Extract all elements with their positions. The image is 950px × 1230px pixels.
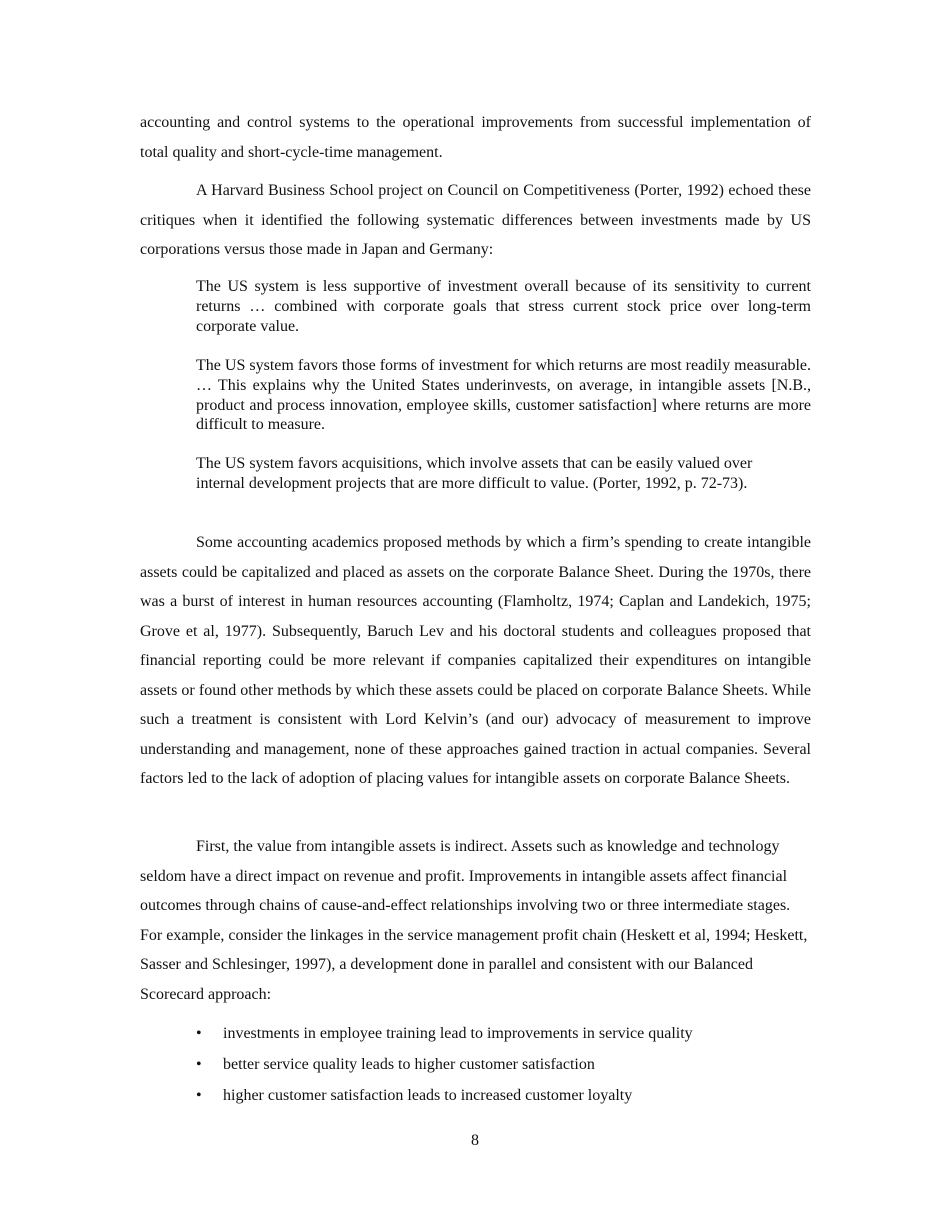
page-number: 8 — [471, 1132, 479, 1149]
bullet-icon: • — [196, 1087, 202, 1104]
block-quote-3-line-1: The US system favors acquisitions, which involve assets that can be easily valued over — [196, 455, 753, 472]
block-quote-2: The US system favors those forms of investment for which returns are most readily measurable. … This explains why the United States underinvests, on average, in intangible assets [N.B., product and process innovation, employee skills, customer satisfaction] where returns are more difficult to measure. — [196, 357, 811, 434]
bullet-icon: • — [196, 1056, 202, 1073]
bullet-icon: • — [196, 1025, 202, 1042]
paragraph-harvard-project: A Harvard Business School project on Council on Competitiveness (Porter, 1992) echoed these critiques when it identified the following systematic differences between investments made by US corporations versus those made in Japan and Germany: — [140, 182, 811, 258]
paragraph-continuation: accounting and control systems to the operational improvements from successful implementation of total quality and short-cycle-time management. — [140, 114, 811, 161]
list-item — [196, 1055, 811, 1086]
list-item-text: higher customer satisfaction leads to increased customer loyalty — [223, 1087, 633, 1104]
bullet-list — [196, 1024, 811, 1117]
block-quote-1: The US system is less supportive of investment overall because of its sensitivity to current returns … combined with corporate goals that stress current stock price over long-term corporate value. — [196, 278, 811, 335]
block-quote-3 — [196, 454, 811, 494]
list-item-text: better service quality leads to higher customer satisfaction — [223, 1056, 595, 1073]
list-item-text: investments in employee training lead to improvements in service quality — [223, 1025, 693, 1042]
paragraph-intangible-value: First, the value from intangible assets is indirect. Assets such as knowledge and technology seldom have a direct impact on revenue and profit. Improvements in intangible assets affect financial outcomes through chains of cause-and-effect relationships involving two or three intermediate stages. For example, consider the linkages in the service management profit chain (Heskett et al, 1994; Heskett, Sasser and Schlesinger, 1997), a development done in parallel and consistent with our Balanced Scorecard approach: — [140, 838, 808, 1003]
block-quote-3-line-2: internal development projects that are more difficult to value. (Porter, 1992, p. 72-73). — [196, 474, 748, 492]
paragraph-accounting-academics: Some accounting academics proposed methods by which a firm’s spending to create intangible assets could be capitalized and placed as assets on the corporate Balance Sheet. During the 1970s, there was a burst of interest in human resources accounting (Flamholtz, 1974; Caplan and Landekich, 1975; Grove et al, 1977). Subsequently, Baruch Lev and his doctoral students and colleagues proposed that financial reporting could be more relevant if companies capitalized their expenditures on intangible assets or found other methods by which these assets could be placed on corporate Balance Sheets. While such a treatment is consistent with Lord Kelvin’s (and our) advocacy of measurement to improve understanding and management, none of these approaches gained traction in actual companies. Several factors led to the lack of adoption of placing values for intangible assets on corporate Balance Sheets. — [140, 534, 811, 787]
list-item — [196, 1086, 811, 1117]
list-item — [196, 1024, 811, 1055]
